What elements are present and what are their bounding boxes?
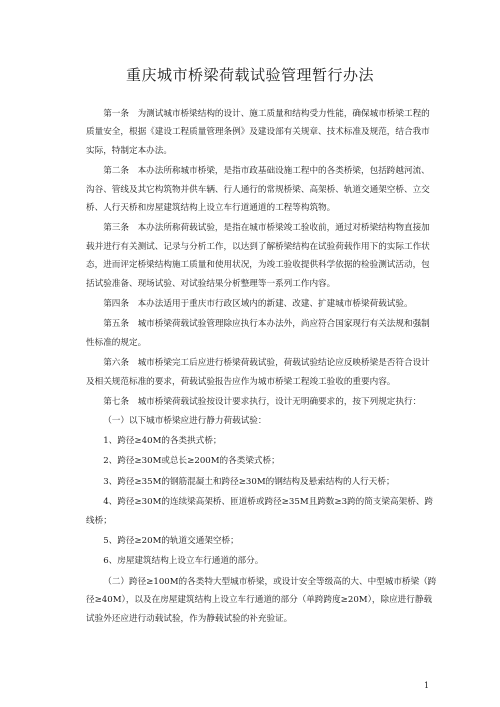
article-5: 第五条 城市桥梁荷载试验管理除应执行本办法外，尚应符合国家现行有关法规和强制性标准的规定。 xyxy=(86,319,430,348)
section-two-paragraph: （二）跨径≥100M的各类特大型城市桥梁，或设计安全等级高的大、中型城市桥梁（跨径≥40M），以及在房屋建筑结构上设立车行通道的部分（单跨跨度≥20M），除应进行静载试验外还应进行动载试验，作为静载试验的补充验证。 xyxy=(86,576,437,624)
list-item: 1、跨径≥40M的各类拱式桥； xyxy=(103,435,222,446)
document-title: 重庆城市桥梁荷载试验管理暂行办法 xyxy=(125,66,374,84)
article-6: 第六条 城市桥梁完工后应进行桥梁荷载试验，荷载试验结论应反映桥梁是否符合设计及相关规范标准的要求，荷载试验报告应作为城市桥梁工程竣工验收的重要内容。 xyxy=(86,358,430,387)
page-number: 1 xyxy=(424,681,430,690)
list-item: 6、房屋建筑结构上设立车行通道的部分。 xyxy=(103,556,264,567)
article-4: 第四条 本办法适用于重庆市行政区域内的新建、改建、扩建城市桥梁荷载试验。 xyxy=(103,299,413,310)
list-item: 5、跨径≥20M的轨道交通架空桥； xyxy=(103,535,239,546)
section-one-heading: （一）以下城市桥梁应进行静力荷载试验： xyxy=(103,415,267,426)
list-item: 4、跨径≥30M的连续梁高架桥、匝道桥或跨径≥35M且跨数≥3跨的简支梁高架桥、跨线桥； xyxy=(86,497,434,526)
article-3: 第三条 本办法所称荷载试验，是指在城市桥梁竣工验收前，通过对桥梁结构物直接加载并进行有关测试、记录与分析工作，以达到了解桥梁结构在试验荷载作用下的实际工作状态，进而评定桥梁结构施工质量和使用状况，为竣工验收提供科学依据的检验测试活动，包括试验准备、现场试验、对试验结果分析整理等一系列工作内容。 xyxy=(86,223,430,289)
article-7: 第七条 城市桥梁荷载试验按设计要求执行，设计无明确要求的，按下列规定执行： xyxy=(103,397,422,408)
article-2: 第二条 本办法所称城市桥梁，是指市政基础设施工程中的各类桥梁，包括跨越河流、沟谷、管线及其它构筑物并供车辆、行人通行的常规桥梁、高架桥、轨道交通架空桥、立交桥、人行天桥和房屋建筑结构上设立车行道通道的工程等构筑物。 xyxy=(86,166,430,214)
list-item: 2、跨径≥30M或总长≥200M的各类梁式桥； xyxy=(103,456,280,467)
list-item: 3、跨径≥35M的钢筋混凝土和跨径≥30M的钢结构及悬索结构的人行天桥； xyxy=(103,476,395,487)
document-body xyxy=(86,105,438,628)
article-1: 第一条 为测试城市桥梁结构的设计、施工质量和结构受力性能，确保城市桥梁工程的质量安全，根据《建设工程质量管理条例》及建设部有关规章、技术标准及规范，结合我市实际，特制定本办法。 xyxy=(86,109,430,156)
